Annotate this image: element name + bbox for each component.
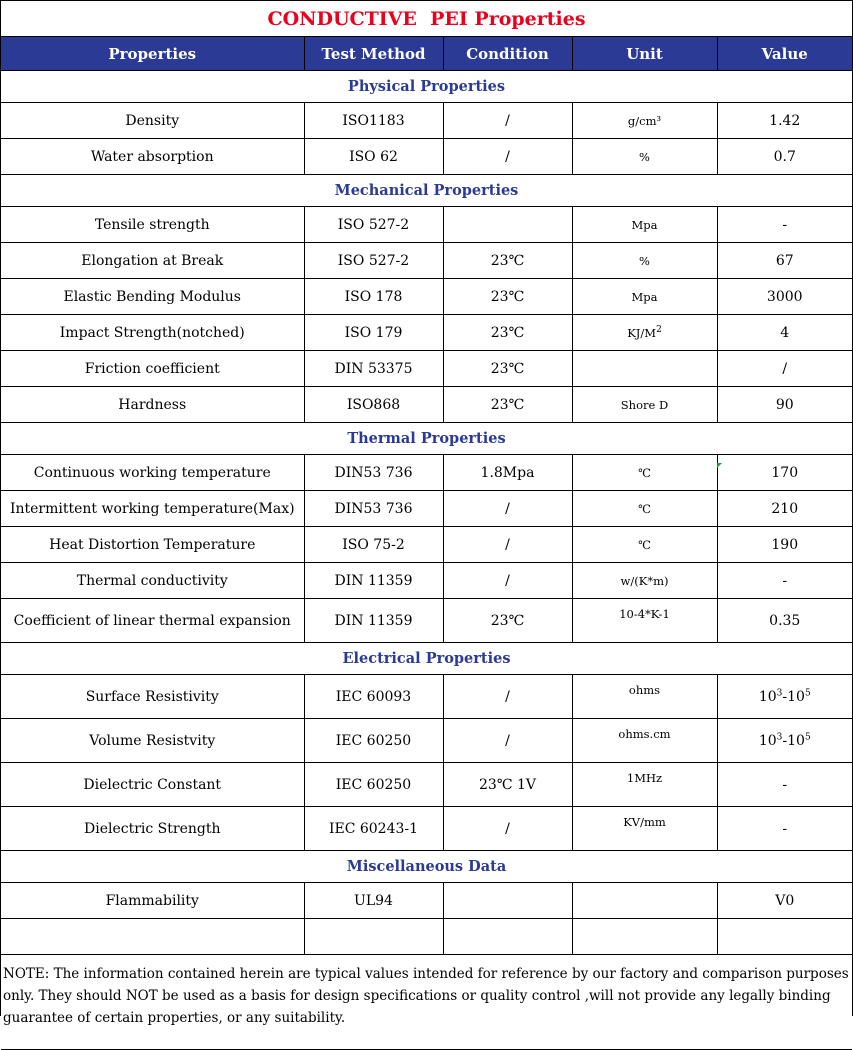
condition-cell (443, 207, 572, 243)
condition-cell: / (443, 675, 572, 719)
section-physical: Physical Properties (1, 71, 852, 103)
section-thermal: Thermal Properties (1, 423, 852, 455)
value-exponent: 3 (776, 687, 783, 698)
unit-cell: ohms (572, 675, 717, 719)
section-row (1, 423, 852, 455)
method-cell: DIN 53375 (304, 351, 443, 387)
value-cell: 1.42 (717, 103, 852, 139)
unit-cell: Mpa (572, 207, 717, 243)
header-properties: Properties (1, 37, 304, 71)
condition-cell: 23℃ (443, 243, 572, 279)
value-cell: 170 (717, 455, 852, 491)
method-cell: ISO 178 (304, 279, 443, 315)
property-cell: Tensile strength (1, 207, 304, 243)
property-cell: Flammability (1, 883, 304, 919)
value-cell: 210 (717, 491, 852, 527)
method-cell: IEC 60243-1 (304, 807, 443, 851)
sheet-title: CONDUCTIVE PEI Properties (1, 0, 852, 36)
value-separator: -10 (782, 732, 805, 749)
value-cell: - (717, 563, 852, 599)
value-cell: V0 (717, 883, 852, 919)
value-base: 10 (758, 732, 777, 749)
method-cell: ISO 179 (304, 315, 443, 351)
condition-cell: / (443, 719, 572, 763)
method-cell: ISO 62 (304, 139, 443, 175)
unit-cell (572, 315, 717, 351)
unit-cell: % (572, 139, 717, 175)
section-row (1, 175, 852, 207)
empty-cell (304, 919, 443, 955)
condition-cell: 23℃ (443, 315, 572, 351)
unit-cell: w/(K*m) (572, 563, 717, 599)
unit-cell: % (572, 243, 717, 279)
value-base: 10 (758, 688, 777, 705)
header-value: Value (717, 37, 852, 71)
method-cell: ISO868 (304, 387, 443, 423)
value-cell: 0.35 (717, 599, 852, 643)
unit-cell: g/cm³ (572, 103, 717, 139)
value-cell: - (717, 763, 852, 807)
property-cell: Surface Resistivity (1, 675, 304, 719)
unit-cell (572, 351, 717, 387)
value-exponent: 5 (804, 731, 811, 742)
method-cell: ISO 75-2 (304, 527, 443, 563)
condition-cell: / (443, 103, 572, 139)
condition-cell: 23℃ (443, 351, 572, 387)
table-row (1, 139, 852, 175)
value-cell: 4 (717, 315, 852, 351)
unit-cell: ℃ (572, 491, 717, 527)
method-cell: ISO 527-2 (304, 243, 443, 279)
properties-table (1, 36, 852, 1050)
method-cell: IEC 60093 (304, 675, 443, 719)
table-row (1, 315, 852, 351)
section-misc: Miscellaneous Data (1, 851, 852, 883)
method-cell: IEC 60250 (304, 763, 443, 807)
table-row (1, 491, 852, 527)
condition-cell: 23℃ (443, 279, 572, 315)
table-row (1, 351, 852, 387)
value-exponent: 3 (776, 731, 783, 742)
unit-cell: Mpa (572, 279, 717, 315)
value-cell (717, 675, 852, 719)
table-row (1, 563, 852, 599)
property-cell: Intermittent working temperature(Max) (1, 491, 304, 527)
unit-cell: ℃ (572, 527, 717, 563)
value-exponent: 5 (804, 687, 811, 698)
section-row (1, 71, 852, 103)
section-mechanical: Mechanical Properties (1, 175, 852, 207)
method-cell: ISO1183 (304, 103, 443, 139)
condition-cell: / (443, 563, 572, 599)
method-cell: IEC 60250 (304, 719, 443, 763)
table-row (1, 279, 852, 315)
unit-cell: 1MHz (572, 763, 717, 807)
method-cell: DIN53 736 (304, 491, 443, 527)
condition-cell: 1.8Mpa (443, 455, 572, 491)
value-cell: - (717, 207, 852, 243)
condition-cell: / (443, 491, 572, 527)
method-cell: DIN 11359 (304, 563, 443, 599)
condition-cell: / (443, 807, 572, 851)
property-cell: Friction coefficient (1, 351, 304, 387)
property-cell: Density (1, 103, 304, 139)
value-separator: -10 (782, 688, 805, 705)
section-electrical: Electrical Properties (1, 643, 852, 675)
empty-cell (717, 919, 852, 955)
empty-cell (443, 919, 572, 955)
header-row (1, 37, 852, 71)
property-cell: Impact Strength(notched) (1, 315, 304, 351)
table-row (1, 719, 852, 763)
property-cell: Dielectric Constant (1, 763, 304, 807)
unit-base: KJ/M (627, 325, 657, 340)
condition-cell: / (443, 527, 572, 563)
method-cell: ISO 527-2 (304, 207, 443, 243)
unit-cell (572, 883, 717, 919)
table-row (1, 527, 852, 563)
property-cell: Continuous working temperature (1, 455, 304, 491)
note-row (1, 955, 852, 1050)
property-cell: Water absorption (1, 139, 304, 175)
value-cell: 3000 (717, 279, 852, 315)
method-cell: DIN 11359 (304, 599, 443, 643)
table-row (1, 387, 852, 423)
condition-cell (443, 883, 572, 919)
table-row (1, 103, 852, 139)
value-cell: 190 (717, 527, 852, 563)
property-cell: Elongation at Break (1, 243, 304, 279)
property-cell: Elastic Bending Modulus (1, 279, 304, 315)
condition-cell: 23℃ (443, 599, 572, 643)
method-cell: DIN53 736 (304, 455, 443, 491)
header-test-method: Test Method (304, 37, 443, 71)
unit-cell: ohms.cm (572, 719, 717, 763)
value-cell (717, 719, 852, 763)
cell-comment-marker (717, 463, 722, 468)
condition-cell: / (443, 139, 572, 175)
header-unit: Unit (572, 37, 717, 71)
header-condition: Condition (443, 37, 572, 71)
section-row (1, 643, 852, 675)
property-cell: Thermal conductivity (1, 563, 304, 599)
table-row (1, 675, 852, 719)
table-row (1, 883, 852, 919)
disclaimer-note: NOTE: The information contained herein are typical values intended for reference by our factory and comparison purposes only. They should NOT be used as a basis for design specifications or quality control ,will not provide any legally binding guarantee of certain properties, or any suitability. (1, 955, 852, 1050)
unit-cell: Shore D (572, 387, 717, 423)
unit-cell: 10-4*K-1 (572, 599, 717, 643)
unit-exponent: 2 (656, 324, 662, 335)
value-cell: / (717, 351, 852, 387)
condition-cell: 23℃ (443, 387, 572, 423)
table-row (1, 599, 852, 643)
empty-row (1, 919, 852, 955)
table-row (1, 243, 852, 279)
property-cell: Heat Distortion Temperature (1, 527, 304, 563)
empty-cell (572, 919, 717, 955)
table-row (1, 455, 852, 491)
section-row (1, 851, 852, 883)
value-cell: 0.7 (717, 139, 852, 175)
property-cell: Dielectric Strength (1, 807, 304, 851)
table-row (1, 207, 852, 243)
table-row (1, 763, 852, 807)
method-cell: UL94 (304, 883, 443, 919)
value-cell: - (717, 807, 852, 851)
empty-cell (1, 919, 304, 955)
condition-cell: 23℃ 1V (443, 763, 572, 807)
value-cell: 90 (717, 387, 852, 423)
property-cell: Coefficient of linear thermal expansion (1, 599, 304, 643)
value-cell: 67 (717, 243, 852, 279)
property-cell: Volume Resistvity (1, 719, 304, 763)
property-cell: Hardness (1, 387, 304, 423)
unit-cell: ℃ (572, 455, 717, 491)
unit-cell: KV/mm (572, 807, 717, 851)
table-row (1, 807, 852, 851)
